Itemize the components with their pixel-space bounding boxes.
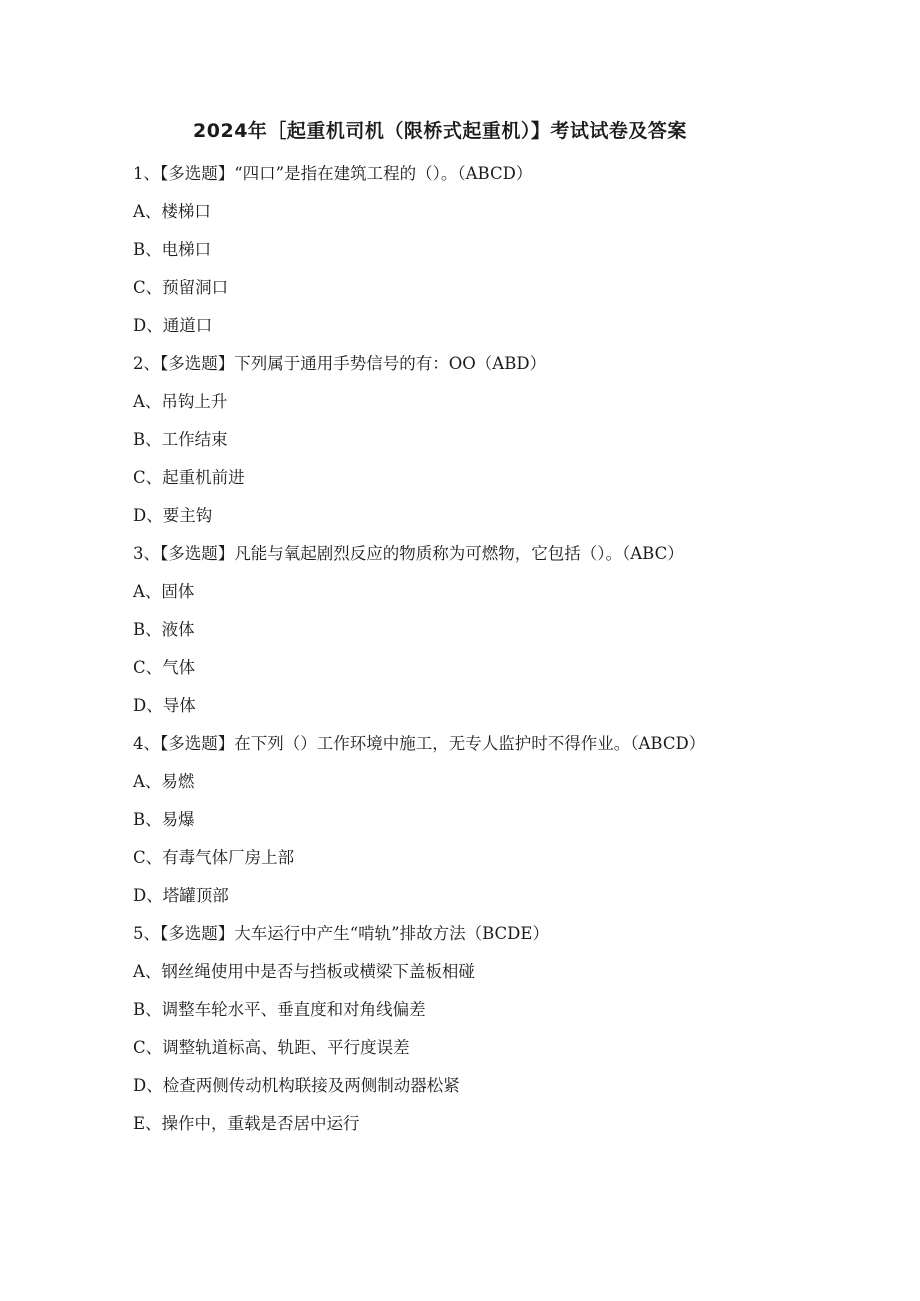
answer-option: D、检查两侧传动机构联接及两侧制动器松紧 [133,1076,460,1095]
question-text: 1、【多选题】“四口”是指在建筑工程的（）。（ABCD） [133,164,533,183]
answer-option: B、液体 [133,620,195,639]
answer-option: C、起重机前进 [133,468,245,487]
document-title: 2024年［起重机司机（限桥式起重机）】考试试卷及答案 [193,120,687,142]
question-list [133,160,893,1148]
answer-option: A、易燃 [133,772,195,791]
answer-option: A、钢丝绳使用中是否与挡板或横梁下盖板相碰 [133,962,475,981]
question-text: 2、【多选题】下列属于通用手势信号的有：OO（ABD） [133,354,547,373]
answer-option: A、固体 [133,582,195,601]
answer-option: C、有毒气体厂房上部 [133,848,295,867]
answer-option: B、调整车轮水平、垂直度和对角线偏差 [133,1000,426,1019]
answer-option: C、调整轨道标高、轨距、平行度误差 [133,1038,410,1057]
question-text: 3、【多选题】凡能与氧起剧烈反应的物质称为可燃物，它包括（）。（ABC） [133,544,684,563]
answer-option: B、电梯口 [133,240,212,259]
answer-option: D、通道口 [133,316,213,335]
answer-option: A、楼梯口 [133,202,211,221]
answer-option: C、气体 [133,658,196,677]
answer-option: C、预留洞口 [133,278,229,297]
answer-option: D、导体 [133,696,196,715]
answer-option: D、要主钩 [133,506,213,525]
answer-option: B、工作结束 [133,430,228,449]
answer-option: A、吊钩上升 [133,392,228,411]
answer-option: D、塔罐顶部 [133,886,229,905]
question-text: 5、【多选题】大车运行中产生“啃轨”排故方法（BCDE） [133,924,549,943]
question-text: 4、【多选题】在下列（）工作环境中施工，无专人监护时不得作业。（ABCD） [133,734,706,753]
answer-option: E、操作中，重载是否居中运行 [133,1114,360,1133]
answer-option: B、易爆 [133,810,195,829]
